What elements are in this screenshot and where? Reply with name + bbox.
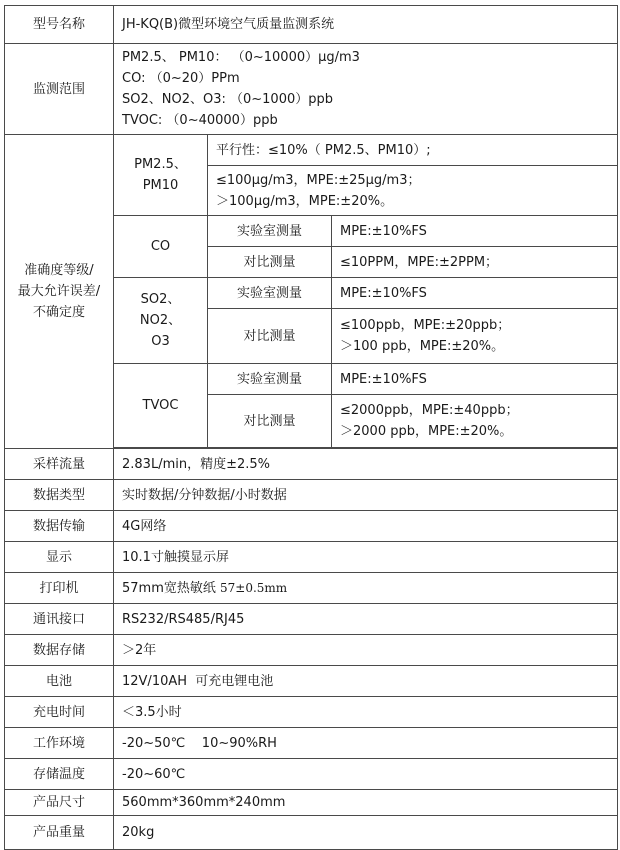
transmission-label: 数据传输 [5, 511, 114, 542]
charge-label: 充电时间 [5, 697, 114, 728]
range-line-pm: PM2.5、 PM10： （0~10000）μg/m3 [122, 50, 360, 65]
range-value [114, 44, 618, 135]
gas-cmp-line: ≤100ppb，MPE:±20ppb； [340, 318, 511, 333]
size-label: 产品尺寸 [5, 790, 114, 816]
co-cmp-label: 对比测量 [208, 247, 332, 278]
gas-name-line: NO2、 [139, 313, 182, 328]
accuracy-label-line: 最大允许误差/ [17, 284, 101, 299]
display-value: 10.1寸触摸显示屏 [114, 542, 618, 573]
transmission-value: 4G网络 [114, 511, 618, 542]
row-display [5, 542, 618, 573]
storage-value: ＞2年 [114, 635, 618, 666]
range-line-tvoc: TVOC: （0~40000）ppb [122, 113, 278, 128]
tvoc-lab-label: 实验室测量 [208, 364, 332, 395]
work-env-label: 工作环境 [5, 728, 114, 759]
pm-name [114, 135, 208, 216]
battery-label: 电池 [5, 666, 114, 697]
row-store-temp [5, 759, 618, 790]
gas-name [114, 278, 208, 364]
interface-value: RS232/RS485/RJ45 [114, 604, 618, 635]
range-label: 监测范围 [5, 44, 114, 135]
printer-label: 打印机 [5, 573, 114, 604]
pm-name-line: PM2.5、 [134, 157, 187, 172]
range-line-co: CO: （0~20）PPm [122, 71, 240, 86]
size-value: 560mm*360mm*240mm [114, 790, 618, 816]
row-charge [5, 697, 618, 728]
flow-label: 采样流量 [5, 449, 114, 480]
row-accuracy-pm-parallel [5, 135, 618, 166]
battery-value: 12V/10AH 可充电锂电池 [114, 666, 618, 697]
tvoc-cmp-line: ＞2000 ppb，MPE:±20%。 [340, 424, 513, 439]
tvoc-lab-value: MPE:±10%FS [332, 364, 618, 395]
row-range [5, 44, 618, 135]
weight-label: 产品重量 [5, 816, 114, 850]
co-cmp-value: ≤10PPM，MPE:±2PPM； [332, 247, 618, 278]
tvoc-name: TVOC [114, 364, 208, 448]
pm-mpe-line: ＞100μg/m3，MPE:±20%。 [216, 193, 394, 209]
accuracy-label [5, 135, 114, 449]
row-transmission [5, 511, 618, 542]
row-model [5, 6, 618, 44]
row-printer [5, 573, 618, 604]
flow-value: 2.83L/min，精度±2.5% [114, 449, 618, 480]
printer-value-tail: 57±0.5mm [220, 580, 288, 595]
model-value: JH-KQ(B)微型环境空气质量监测系统 [114, 6, 618, 44]
interface-label: 通讯接口 [5, 604, 114, 635]
gas-cmp-value [332, 309, 618, 364]
charge-value: ＜3.5小时 [114, 697, 618, 728]
pm-mpe [208, 166, 618, 216]
row-battery [5, 666, 618, 697]
gas-lab-value: MPE:±10%FS [332, 278, 618, 309]
row-weight [5, 816, 618, 850]
work-env-value: -20~50℃ 10~90%RH [114, 728, 618, 759]
co-lab-value: MPE:±10%FS [332, 216, 618, 247]
pm-parallel: 平行性：≤10%（ PM2.5、PM10）; [208, 135, 618, 166]
row-size [5, 790, 618, 816]
row-work-env [5, 728, 618, 759]
gas-lab-label: 实验室测量 [208, 278, 332, 309]
data-type-label: 数据类型 [5, 480, 114, 511]
range-line-gas: SO2、NO2、O3: （0~1000）ppb [122, 92, 334, 107]
row-interface [5, 604, 618, 635]
tvoc-cmp-line: ≤2000ppb，MPE:±40ppb； [340, 403, 519, 418]
gas-name-line: O3 [151, 334, 170, 349]
printer-value-main: 57mm宽热敏纸 [122, 580, 216, 596]
storage-label: 数据存储 [5, 635, 114, 666]
store-temp-value: -20~60℃ [114, 759, 618, 790]
row-flow [5, 449, 618, 480]
data-type-value: 实时数据/分钟数据/小时数据 [114, 480, 618, 511]
pm-name-line: PM10 [142, 178, 179, 193]
accuracy-label-line: 准确度等级/ [24, 263, 94, 278]
pm-mpe-line: ≤100μg/m3，MPE:±25μg/m3； [216, 172, 421, 188]
co-lab-label: 实验室测量 [208, 216, 332, 247]
printer-value [114, 573, 618, 604]
gas-cmp-label: 对比测量 [208, 309, 332, 364]
co-name: CO [114, 216, 208, 278]
model-label: 型号名称 [5, 6, 114, 44]
tvoc-cmp-label: 对比测量 [208, 395, 332, 448]
accuracy-label-line: 不确定度 [32, 305, 85, 320]
store-temp-label: 存储温度 [5, 759, 114, 790]
display-label: 显示 [5, 542, 114, 573]
weight-value: 20kg [114, 816, 618, 850]
gas-name-line: SO2、 [140, 292, 181, 307]
row-storage [5, 635, 618, 666]
tvoc-cmp-value [332, 395, 618, 448]
row-data-type [5, 480, 618, 511]
gas-cmp-line: ＞100 ppb，MPE:±20%。 [340, 339, 505, 354]
spec-table [4, 5, 618, 850]
